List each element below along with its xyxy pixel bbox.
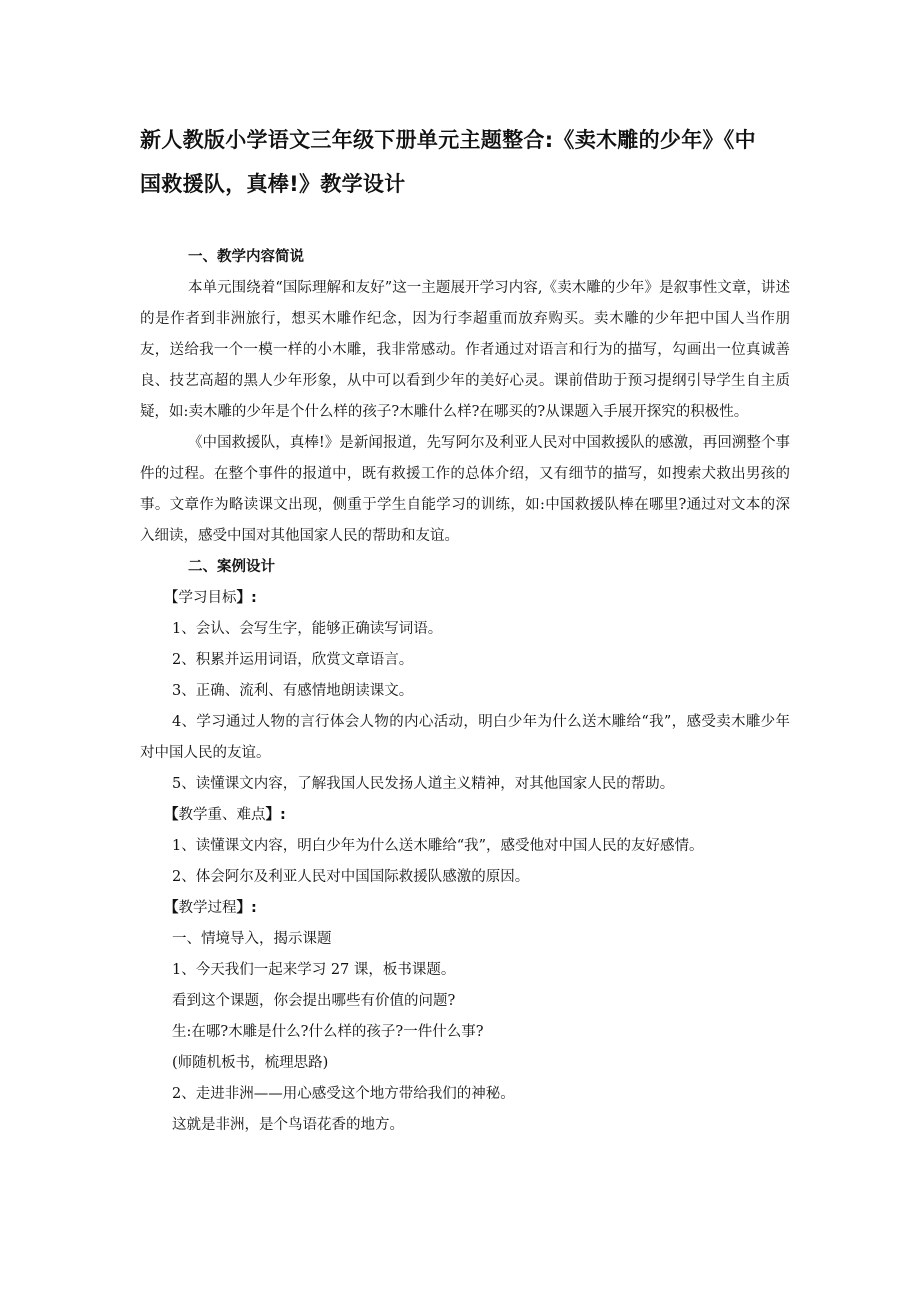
label-text: 教学重、难点 <box>178 807 266 823</box>
paragraph-unit-intro: 本单元围绕着“国际理解和友好”这一主题展开学习内容,《卖木雕的少年》是叙事性文章，讲述的是作者到非洲旅行，想买木雕作纪念，因为行李超重而放弃购买。卖木雕的少年把中国人当作朋友，送给我一个一模一样的小木雕，我非常感动。作者通过对语言和行为的描写，勾画出一位真诚善良、技艺高超的黑人少年形象，从中可以看到少年的美好心灵。课前借助于预习提纲引导学生自主质疑，如:卖木雕的少年是个什么样的孩子?木雕什么样?在哪买的?从课题入手展开探究的积极性。 <box>140 280 790 420</box>
label-key-points <box>140 800 790 831</box>
goal-item: 4、学习通过人物的言行体会人物的内心活动，明白少年为什么送木雕给“我”，感受卖木雕少年对中国人民的友谊。 <box>140 714 790 761</box>
document-body <box>140 242 790 1141</box>
process-item: 1、今天我们一起来学习 27 课，板书课题。 <box>172 962 456 978</box>
label-bracket-open: 【 <box>164 590 179 606</box>
goal-item: 1、会认、会写生字，能够正确读写词语。 <box>172 621 443 637</box>
keypoint-item: 2、体会阿尔及利亚人民对中国国际救援队感激的原因。 <box>172 869 530 885</box>
label-teaching-process <box>140 893 790 924</box>
paragraph-rescue-team: 《中国救援队，真棒!》是新闻报道，先写阿尔及利亚人民对中国救援队的感激，再回溯整个事件的过程。在整个事件的报道中，既有救援工作的总体介绍，又有细节的描写，如搜索犬救出男孩的事。文章作为略读课文出现，侧重于学生自能学习的训练，如:中国救援队棒在哪里?通过对文本的深入细读，感受中国对其他国家人民的帮助和友谊。 <box>140 435 790 544</box>
title-line-2: 国救援队，真棒!》教学设计 <box>140 172 406 196</box>
process-item: 生:在哪?木雕是什么?什么样的孩子?一件什么事? <box>172 1024 484 1040</box>
process-item: 这就是非洲，是个鸟语花香的地方。 <box>172 1117 404 1133</box>
process-item: 一、情境导入，揭示课题 <box>172 931 332 947</box>
label-bracket-close: 】: <box>236 900 257 916</box>
section-heading-content-summary: 一、教学内容简说 <box>188 249 304 265</box>
label-text: 教学过程 <box>178 900 237 916</box>
document-title <box>140 118 790 206</box>
process-item: (师随机板书，梳理思路) <box>172 1055 329 1071</box>
label-bracket-open: 【 <box>164 900 179 916</box>
label-bracket-open: 【 <box>164 807 179 823</box>
keypoint-item: 1、读懂课文内容，明白少年为什么送木雕给“我”，感受他对中国人民的友好感情。 <box>172 838 704 854</box>
title-line-1: 新人教版小学语文三年级下册单元主题整合:《卖木雕的少年》《中 <box>140 128 756 152</box>
label-bracket-close: 】: <box>265 807 286 823</box>
process-item: 看到这个课题，你会提出哪些有价值的问题? <box>172 993 456 1009</box>
label-bracket-close: 】: <box>236 590 257 606</box>
goal-item: 5、读懂课文内容，了解我国人民发扬人道主义精神，对其他国家人民的帮助。 <box>172 776 675 792</box>
goal-item: 2、积累并运用词语，欣赏文章语言。 <box>172 652 414 668</box>
process-item: 2、走进非洲——用心感受这个地方带给我们的神秘。 <box>172 1086 515 1102</box>
section-heading-case-design: 二、案例设计 <box>188 559 275 575</box>
goal-item: 3、正确、流利、有感情地朗读课文。 <box>172 683 414 699</box>
label-text: 学习目标 <box>178 590 237 606</box>
label-learning-goals <box>140 583 790 614</box>
